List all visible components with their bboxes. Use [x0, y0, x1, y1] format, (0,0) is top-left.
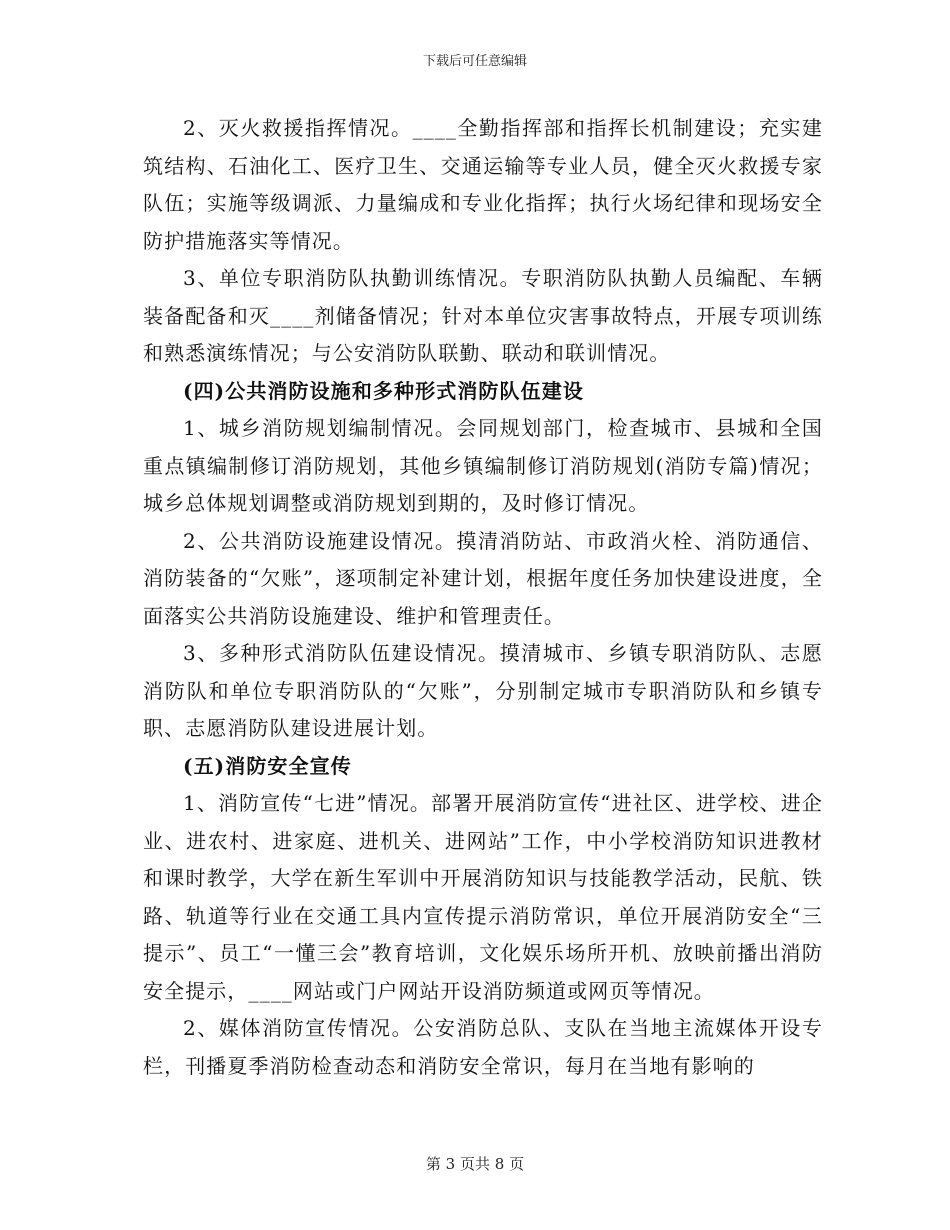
section-heading-public-facilities: (四)公共消防设施和多种形式消防队伍建设: [183, 378, 584, 403]
paragraph-public-facilities: 2、公共消防设施建设情况。摸清消防站、市政消火栓、消防通信、消防装备的“欠账”，逐项制定补建计划，根据年度任务加快建设进度，全面落实公共消防设施建设、维护和管理责任。: [143, 528, 823, 628]
paragraph-media-publicity: 2、媒体消防宣传情况。公安消防总队、支队在当地主流媒体开设专栏，刊播夏季消防检查动态和消防安全常识，每月在当地有影响的: [143, 1016, 823, 1078]
page-number: 第 3 页共 8 页: [425, 1155, 525, 1173]
paragraph-fire-planning: 1、城乡消防规划编制情况。会同规划部门，检查城市、县城和全国重点镇编制修订消防规划，其他乡镇编制修订消防规划(消防专篇)情况；城乡总体规划调整或消防规划到期的，及时修订情况。: [143, 416, 823, 515]
page-header-note: 下载后可任意编辑: [422, 54, 527, 69]
section-heading-publicity: (五)消防安全宣传: [183, 753, 352, 778]
paragraph-unit-fire-brigade: 3、单位专职消防队执勤训练情况。专职消防队执勤人员编配、车辆装备配备和灭____剂储备情况；针对本单位灾害事故特点，开展专项训练和熟悉演练情况；与公安消防队联勤、联动和联训情况。: [143, 266, 823, 365]
paragraph-seven-entries: 1、消防宣传“七进”情况。部署开展消防宣传“进社区、进学校、进企业、进农村、进家庭、进机关、进网站”工作，中小学校消防知识进教材和课时教学，大学在新生军训中开展消防知识与技能教学活动，民航、铁路、轨道等行业在交通工具内宣传提示消防常识，单位开展消防安全“三提示”、员工“一懂三会”教育培训，文化娱乐场所开机、放映前播出消防安全提示，____网站或门户网站开设消防频道或网页等情况。: [143, 791, 823, 1003]
paragraph-brigade-construction: 3、多种形式消防队伍建设情况。摸清城市、乡镇专职消防队、志愿消防队和单位专职消防队的“欠账”，分别制定城市专职消防队和乡镇专职、志愿消防队建设进展计划。: [143, 641, 823, 740]
paragraph-firefighting-command: 2、灭火救援指挥情况。____全勤指挥部和指挥长机制建设；充实建筑结构、石油化工、医疗卫生、交通运输等专业人员，健全灭火救援专家队伍；实施等级调派、力量编成和专业化指挥；执行火场纪律和现场安全防护措施落实等情况。: [143, 116, 823, 253]
document-body: [143, 110, 823, 1085]
